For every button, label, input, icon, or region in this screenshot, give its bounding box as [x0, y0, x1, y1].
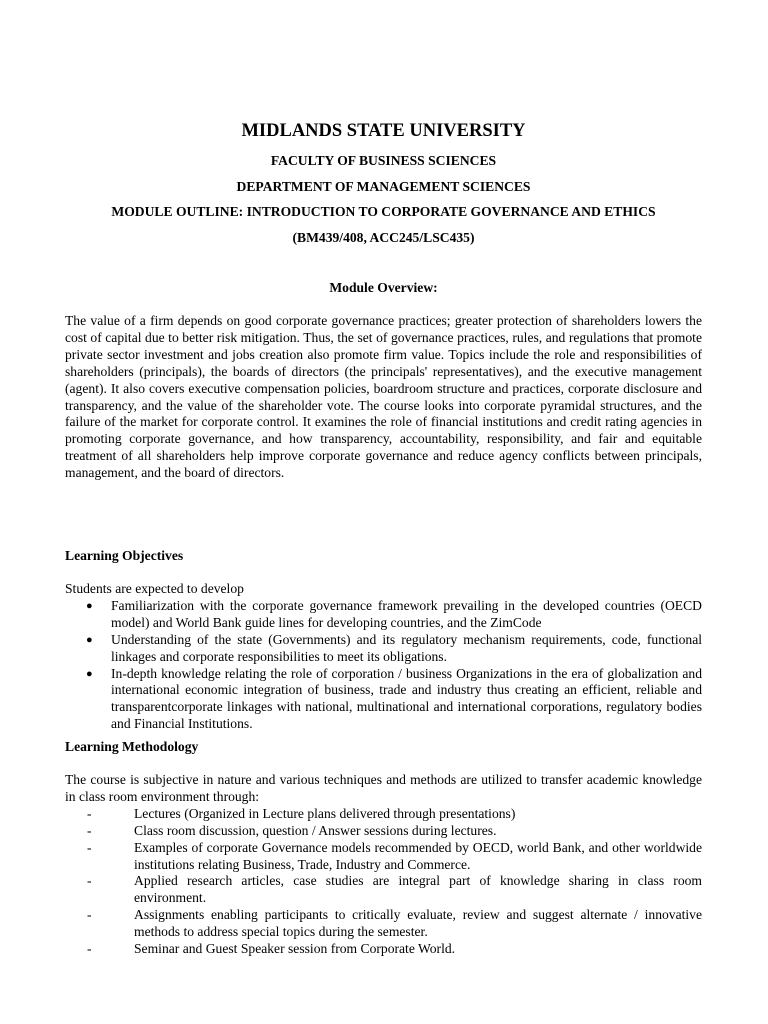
dash-icon: -: [87, 873, 92, 889]
dash-icon: -: [87, 805, 92, 821]
dash-icon: -: [87, 941, 92, 957]
dash-icon: -: [87, 907, 92, 923]
module-codes: (BM439/408, ACC245/LSC435): [292, 230, 475, 245]
methodology-item: - Class room discussion, question / Answer sessions during lectures.: [87, 822, 497, 838]
methodology-item: - Seminar and Guest Speaker session from Corporate World.: [87, 941, 456, 957]
overview-paragraph: The value of a firm depends on good corporate governance practices; greater protection of shareholders lowers the cost of capital due to better risk mitigation. Thus, the set of governance practices, rules, and regulations that promote private sector investment and jobs creation also promote firm value. Topics include the role and responsibilities of shareholders (principals), the boards of directors (the principals' representatives), and the executive management (agent). It also covers executive compensation policies, boardroom structure and practices, corporate disclosure and transparency, and the value of the shareholder vote. The course looks into corporate pyramidal structures, and the failure of the market for corporate control. It examines the role of financial institutions and credit rating agencies in promoting corporate governance, and how transparency, accountability, responsibility, and fair and equitable treatment of all shareholders help improve corporate governance and reduce agency conflicts between principals, management, and the board of directors.: [65, 313, 702, 481]
methodology-intro: The course is subjective in nature and various techniques and methods are utilized to transfer academic knowledge in class room environment through:: [65, 772, 702, 804]
objective-item: ● Understanding of the state (Governments) and its regulatory mechanism requirements, code, functional linkages and corporate responsibilities to meet its obligations.: [86, 631, 702, 664]
methodology-item: - Lectures (Organized in Lecture plans delivered through presentations): [87, 805, 516, 821]
methodology-heading: Learning Methodology: [65, 739, 199, 754]
objectives-intro: Students are expected to develop: [65, 581, 244, 596]
bullet-icon: ●: [86, 599, 93, 612]
methodology-item: - Examples of corporate Governance models recommended by OECD, world Bank, and other worldwide institutions relating Business, Trade, Industry and Commerce.: [87, 839, 702, 872]
methodology-item: - Applied research articles, case studies are integral part of knowledge sharing in class room environment.: [87, 873, 702, 906]
objective-item: ● In-depth knowledge relating the role of corporation / business Organizations in the era of globalization and international economic integration of business, trade and industry thus creating an efficient, reliable and transparentcorporate linkages with national, multinational and international corporations, regulatory bodies and Financial Institutions.: [86, 665, 702, 732]
bullet-icon: ●: [86, 633, 93, 646]
objectives-section: [65, 581, 702, 733]
objectives-list: [65, 598, 702, 733]
methodology-section: [65, 772, 702, 958]
overview-heading: Module Overview:: [329, 280, 438, 295]
department-title: DEPARTMENT OF MANAGEMENT SCIENCES: [236, 179, 531, 194]
objectives-heading: Learning Objectives: [65, 548, 184, 563]
module-outline-title: MODULE OUTLINE: INTRODUCTION TO CORPORATE GOVERNANCE AND ETHICS: [111, 204, 656, 219]
bullet-icon: ●: [86, 667, 93, 680]
methodology-item: - Assignments enabling participants to critically evaluate, review and suggest alternate / innovative methods to address special topics during the semester.: [87, 907, 702, 940]
methodology-list: [65, 806, 702, 958]
faculty-title: FACULTY OF BUSINESS SCIENCES: [270, 153, 497, 168]
objective-item: ● Familiarization with the corporate governance framework prevailing in the developed countries (OECD model) and World Bank guide lines for developing countries, and the ZimCode: [86, 597, 702, 630]
dash-icon: -: [87, 839, 92, 855]
dash-icon: -: [87, 822, 92, 838]
university-title: MIDLANDS STATE UNIVERSITY: [241, 121, 526, 141]
